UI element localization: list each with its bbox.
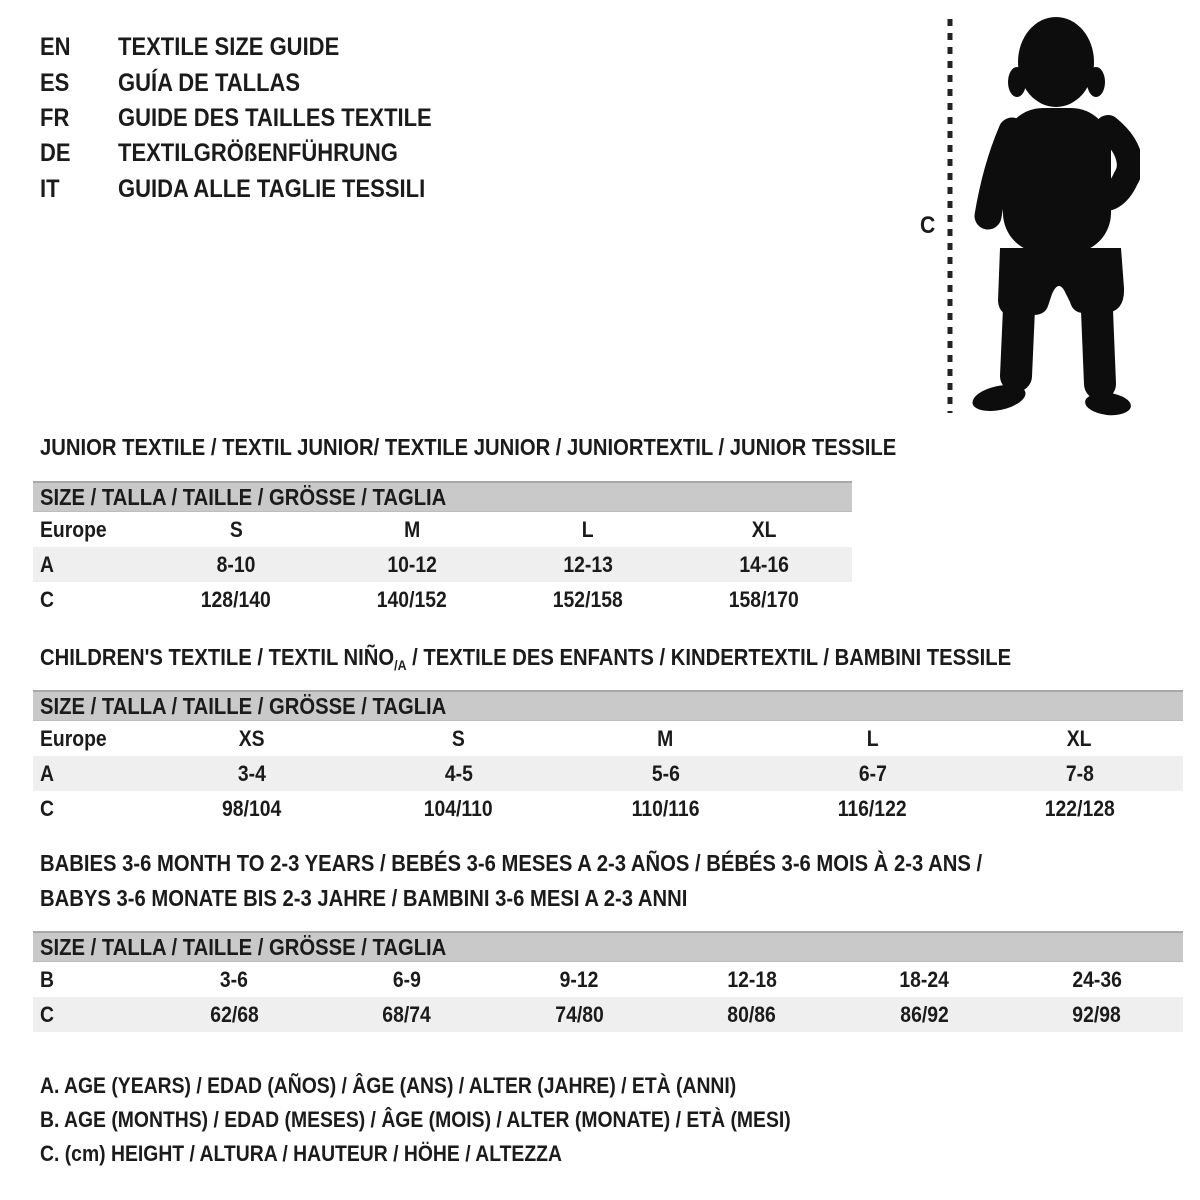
toddler-body	[970, 17, 1132, 416]
table-cell: XS	[238, 725, 265, 751]
measure-letter: C	[920, 212, 936, 239]
height-measure-label	[920, 212, 937, 240]
lang-code: FR	[40, 103, 70, 132]
size-header-bar	[33, 931, 1183, 962]
table-cell: 140/152	[377, 586, 447, 612]
table-cell: 98/104	[221, 795, 282, 821]
table-cell: 68/74	[382, 1001, 431, 1027]
table-row	[33, 512, 852, 547]
lang-title: GUIDA ALLE TAGLIE TESSILI	[118, 174, 426, 203]
children-title-post: / TEXTILE DES ENFANTS / KINDERTEXTIL / BAMBINI TESSILE	[406, 644, 1012, 670]
size-header-text: SIZE / TALLA / TAILLE / GRÖSSE / TAGLIA	[40, 933, 447, 960]
row-label: A	[40, 760, 54, 786]
children-size-table	[33, 690, 1183, 826]
row-label: C	[40, 1001, 54, 1027]
table-cell: 116/122	[838, 795, 907, 821]
table-cell: L	[582, 516, 594, 542]
table-row	[33, 721, 1183, 756]
table-cell: 62/68	[210, 1001, 259, 1027]
table-cell: XL	[1067, 725, 1092, 751]
row-label: C	[40, 586, 54, 612]
table-cell: 12-13	[563, 551, 613, 577]
lang-code: EN	[40, 33, 71, 62]
size-header-text: SIZE / TALLA / TAILLE / GRÖSSE / TAGLIA	[40, 692, 447, 719]
table-cell: 9-12	[559, 966, 599, 992]
table-cell: M	[403, 516, 421, 542]
babies-section-title-line1: BABIES 3-6 MONTH TO 2-3 YEARS / BEBÉS 3-6 MESES A 2-3 AÑOS / BÉBÉS 3-6 MOIS À 2-3 ANS /	[40, 850, 983, 876]
table-cell: 4-5	[444, 760, 473, 786]
table-cell: 104/110	[424, 795, 493, 821]
row-label: B	[40, 966, 54, 992]
lang-title: GUÍA DE TALLAS	[118, 68, 301, 97]
row-label: C	[40, 795, 54, 821]
table-cell: 10-12	[387, 551, 437, 577]
table-cell: M	[657, 725, 674, 751]
table-cell: 152/158	[553, 586, 623, 612]
lang-code: DE	[40, 139, 71, 168]
table-cell: 24-36	[1071, 966, 1122, 992]
table-cell: 3-4	[237, 760, 266, 786]
table-cell: 158/170	[729, 586, 799, 612]
legend-age-years: A. AGE (YEARS) / EDAD (AÑOS) / ÂGE (ANS) / ALTER (JAHRE) / ETÀ (ANNI)	[40, 1073, 737, 1098]
table-row	[33, 997, 1183, 1032]
table-cell: 86/92	[900, 1001, 949, 1027]
table-cell: 12-18	[726, 966, 777, 992]
table-row	[33, 791, 1183, 826]
lang-code: IT	[40, 174, 60, 203]
table-cell: S	[229, 516, 243, 542]
table-cell: 6-9	[392, 966, 421, 992]
table-cell: 6-7	[858, 760, 887, 786]
junior-title-text: JUNIOR TEXTILE / TEXTIL JUNIOR/ TEXTILE JUNIOR / JUNIORTEXTIL / JUNIOR TESSILE	[40, 434, 897, 460]
table-cell: L	[866, 725, 879, 751]
row-label: Europe	[40, 725, 107, 751]
legend-age-months: B. AGE (MONTHS) / EDAD (MESES) / ÂGE (MOIS) / ALTER (MONATE) / ETÀ (MESI)	[40, 1107, 791, 1132]
babies-size-table	[33, 931, 1183, 1032]
junior-section-title	[40, 434, 1013, 460]
table-cell: 8-10	[216, 551, 256, 577]
table-cell: 3-6	[220, 966, 249, 992]
children-title-sub: /A	[394, 657, 407, 673]
lang-row-fr	[40, 101, 475, 136]
row-label: A	[40, 551, 54, 577]
table-cell: 128/140	[201, 586, 271, 612]
legend-height-cm: C. (cm) HEIGHT / ALTURA / HAUTEUR / HÖHE / ALTEZZA	[40, 1141, 562, 1166]
table-cell: 14-16	[739, 551, 789, 577]
lang-title: TEXTILGRÖßENFÜHRUNG	[118, 139, 398, 168]
table-cell: 18-24	[899, 966, 950, 992]
table-cell: 110/116	[631, 795, 700, 821]
table-row	[33, 582, 852, 617]
children-section-title	[40, 644, 1144, 673]
table-row	[33, 547, 852, 582]
lang-row-es	[40, 65, 475, 100]
babies-section-title-line2: BABYS 3-6 MONATE BIS 2-3 JAHRE / BAMBINI 3-6 MESI A 2-3 ANNI	[40, 885, 688, 911]
table-cell: 80/86	[727, 1001, 776, 1027]
lang-title: GUIDE DES TAILLES TEXTILE	[118, 103, 432, 132]
table-row	[33, 756, 1183, 791]
size-header-bar	[33, 690, 1183, 721]
table-cell: 92/98	[1072, 1001, 1121, 1027]
table-cell: 122/128	[1044, 795, 1115, 821]
row-label: Europe	[40, 516, 107, 542]
table-cell: 74/80	[555, 1001, 604, 1027]
lang-code: ES	[40, 68, 70, 97]
table-row	[33, 962, 1183, 997]
size-header-bar	[33, 481, 852, 512]
table-cell: 5-6	[651, 760, 680, 786]
children-title-pre: CHILDREN'S TEXTILE / TEXTIL NIÑO	[40, 644, 395, 670]
lang-row-de	[40, 136, 475, 171]
size-header-text: SIZE / TALLA / TAILLE / GRÖSSE / TAGLIA	[40, 483, 447, 510]
table-cell: S	[452, 725, 465, 751]
lang-row-it	[40, 172, 475, 207]
lang-row-en	[40, 30, 475, 65]
table-cell: XL	[751, 516, 777, 542]
lang-title: TEXTILE SIZE GUIDE	[118, 33, 340, 62]
language-title-list	[40, 30, 475, 207]
table-cell: 7-8	[1065, 760, 1094, 786]
junior-size-table	[33, 481, 852, 617]
